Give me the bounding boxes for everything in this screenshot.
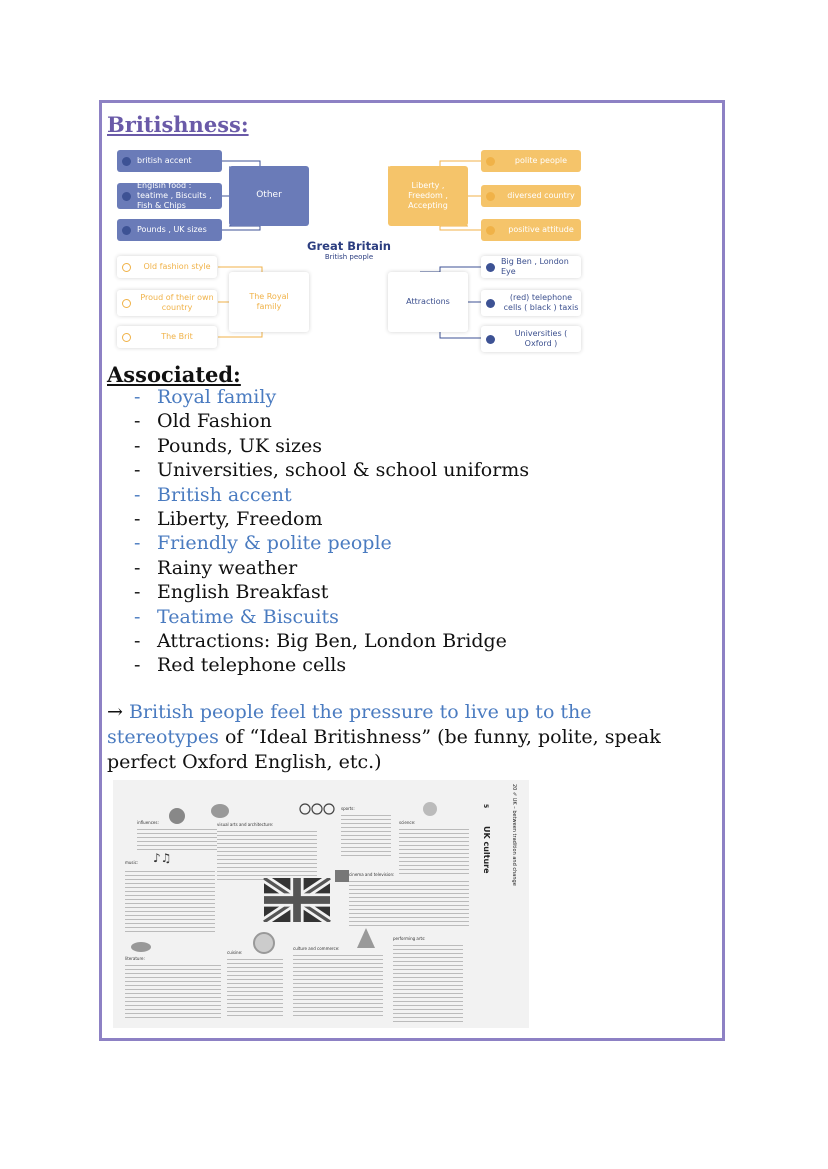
conclusion-highlight: British people feel the pressure to live up to the stereotypes [107,701,592,748]
list-dash: - [134,532,141,555]
scan-text-block [227,956,283,1016]
scan-influences: influences: [137,820,159,825]
node-positive-attitude: positive attitude [481,219,581,241]
associated-item [134,434,529,458]
conclusion-paragraph [107,700,707,775]
associated-item-text: Friendly & polite people [157,532,392,555]
scan-chapter-number: 5 [482,804,489,809]
node-dot [486,226,495,235]
scan-text-block [137,826,217,852]
associated-item [134,385,529,409]
scan-running-head: 20 ✐ UK – between tradition and change [511,784,517,886]
scan-text-block [125,868,215,932]
scan-visual: visual arts and architecture: [217,822,274,827]
associated-item-text: Royal family [157,386,277,408]
conclusion-rest: of “Ideal Britishness” (be funny, polite, speak perfect Oxford English, etc.) [107,726,661,773]
node-other: Other [229,166,309,226]
associated-list [134,385,529,678]
associated-item-text: Universities, school & school uniforms [157,459,530,482]
node-old-fashion: Old fashion style [117,256,217,278]
mind-map-title: Great Britain [307,239,391,253]
node-telephone-cells: (red) telephone cells ( black ) taxis [481,290,581,316]
associated-item [134,507,529,531]
associated-item [134,580,529,604]
node-dot [486,157,495,166]
associated-item [134,653,529,677]
scan-culture: culture and commerce: [293,946,340,951]
portrait-icon [423,802,437,816]
money-bag-icon [357,928,375,948]
associated-item-text: English Breakfast [157,581,329,604]
node-big-ben: Big Ben , London Eye [481,256,581,278]
node-dot [122,263,131,272]
scan-text-block [125,962,221,1018]
node-dot [486,192,495,201]
scan-science: science: [399,820,416,825]
node-proud: Proud of their own country [117,290,217,316]
scan-text-block [293,952,383,1018]
associated-item [134,605,529,629]
node-diversed-country: diversed country [481,185,581,207]
associated-item-text: Liberty, Freedom [157,507,323,530]
list-dash: - [134,459,141,482]
associated-item [134,409,529,433]
mind-map-subtitle: British people [324,253,374,261]
associated-heading: Associated: [107,362,241,387]
associated-item [134,629,529,653]
list-dash: - [134,556,141,579]
node-dot [122,226,131,235]
associated-item [134,531,529,555]
list-dash: - [134,434,141,457]
scanned-textbook-page [113,780,529,1028]
scan-text-block [217,828,317,880]
scan-cinema: cinema and television: [349,872,395,877]
list-dash: - [134,386,141,408]
globe-icon [169,808,185,824]
quill-icon [131,942,151,952]
node-dot [122,333,131,342]
node-dot [486,299,495,308]
union-jack-svg [263,878,331,922]
union-jack-flag [263,878,331,923]
list-dash: - [134,507,141,530]
olympic-rings-svg [299,802,339,818]
node-attractions: Attractions [388,272,468,332]
node-liberty: Liberty , Freedom , Accepting [388,166,468,226]
node-polite-people: polite people [481,150,581,172]
node-dot [122,157,131,166]
list-dash: - [134,654,141,677]
list-dash: - [134,629,141,652]
associated-item-text: Rainy weather [157,556,298,579]
scan-text-block [341,812,391,856]
associated-item-text: Attractions: Big Ben, London Bridge [157,629,507,652]
arrow: → [107,701,123,723]
associated-item [134,483,529,507]
node-british-accent: british accent [117,150,222,172]
associated-item-text: Red telephone cells [157,654,347,677]
node-english-food: Englsih food : teatime , Biscuits , Fish & Chips [117,183,222,209]
node-dot [122,192,131,201]
associated-item-text: Teatime & Biscuits [157,605,339,628]
britishness-heading: Britishness: [107,112,249,137]
node-royal-family: The Royal family [229,272,309,332]
node-universities: Universities ( Oxford ) [481,326,581,352]
olympic-rings-icon [299,802,339,819]
palette-icon [211,804,229,818]
list-dash: - [134,410,141,433]
scan-text-block [349,878,469,926]
scan-text-block [393,942,463,1022]
scan-chapter-title: UK culture [482,826,491,874]
scan-text-block [399,826,469,876]
camera-icon [335,870,349,882]
associated-item [134,556,529,580]
node-dot [486,263,495,272]
node-dot [486,335,495,344]
associated-item-text: Pounds, UK sizes [157,434,322,457]
scan-literature: literature: [125,956,145,961]
scan-cuisine: cuisine: [227,950,243,955]
associated-item-text: British accent [157,483,292,506]
scan-sports: sports: [341,806,355,811]
node-the-brit: The Brit [117,326,217,348]
scan-performing: performing arts: [393,936,426,941]
node-dot [122,299,131,308]
scan-music: music: [125,860,139,865]
list-dash: - [134,605,141,628]
associated-item-text: Old Fashion [157,410,272,433]
list-dash: - [134,483,141,506]
music-notes-icon: ♪♫ [153,851,172,865]
node-pounds: Pounds , UK sizes [117,219,222,241]
plate-icon [253,932,275,954]
list-dash: - [134,581,141,604]
associated-item [134,458,529,482]
